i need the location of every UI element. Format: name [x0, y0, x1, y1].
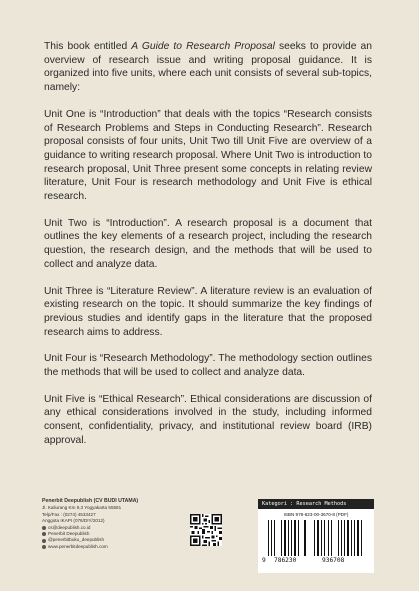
intro-paragraph	[44, 40, 372, 95]
publisher-phone: Telp/Fax : (0274) 4533427	[42, 511, 96, 517]
barcode-bar	[338, 520, 339, 556]
barcode-bar	[281, 520, 282, 556]
barcode-bar	[354, 520, 355, 556]
publisher-info	[42, 498, 192, 550]
barcode-bar	[331, 520, 332, 556]
barcode-right-digits: 936708	[322, 557, 345, 564]
barcode-bar	[314, 520, 315, 556]
intro-text-after: seeks to provide an overview of research issue and writing proposal guidance. It is organized into five units, where each unit consists of several sub-topics, namely:	[44, 41, 372, 94]
barcode-lead-digit: 9	[262, 557, 266, 564]
unit-one-paragraph: Unit One is “Introduction” that deals with the topics “Research consists of Research Problems and Steps in Conducting Research”. Research proposal consists of four units, Unit Two till Unit Five are overview of a guidance to writing research proposal. Where Unit Two is introduction to research proposal, Unit Three present some concepts in relating review literature, Unit Four is research methodology and Unit Five is ethical research.	[44, 108, 372, 203]
barcode-bar	[274, 520, 275, 556]
qr-code-icon	[190, 514, 222, 546]
barcode-bar	[271, 520, 272, 556]
isbn-text: ISBN 978-623-00-3670-8 (PDF)	[283, 512, 349, 517]
barcode-icon	[268, 520, 364, 558]
publisher-facebook: Penerbit Deepublish	[48, 531, 90, 537]
unit-three-paragraph: Unit Three is “Literature Review”. A literature review is an evaluation of existing research on the topic. It should summarize the key findings of previous studies and identify gaps in the literature that the proposed research aims to address.	[44, 285, 372, 338]
barcode-bar	[347, 520, 349, 556]
publisher-name: Penerbit Deepublish (CV BUDI UTAMA)	[42, 498, 139, 504]
barcode-bar	[298, 520, 299, 556]
barcode-bar	[351, 520, 352, 556]
barcode-bar	[361, 520, 362, 556]
barcode-bar	[324, 520, 325, 556]
category-label: Kategori : Research Methods	[258, 499, 374, 509]
intro-text-before: This book entitled	[44, 41, 132, 52]
unit-two-paragraph: Unit Two is “Introduction”. A research proposal is a document that outlines the key elements of a research project, including the research question, the research design, and the methods that will be used to collect and analyze data.	[44, 217, 372, 270]
barcode-block	[258, 499, 374, 573]
back-cover-text	[44, 40, 372, 461]
publisher-address: Jl. Kaliurang Km 9,3 Yogyakarta 55581	[42, 505, 122, 511]
publisher-website: www.penerbitdeepublish.com	[48, 543, 108, 549]
publisher-instagram: @penerbitbuku_deepublish	[48, 537, 105, 543]
barcode-bar	[317, 520, 319, 556]
barcode-bar	[304, 520, 306, 556]
barcode-bar	[357, 520, 359, 556]
barcode-bar	[294, 520, 296, 556]
instagram-icon	[42, 539, 46, 543]
barcode-bar	[328, 520, 329, 556]
facebook-icon	[42, 532, 46, 536]
barcode-bar	[284, 520, 286, 556]
unit-four-paragraph: Unit Four is “Research Methodology”. The methodology section outlines the methods that will be used to collect and analyze data.	[44, 353, 372, 379]
publisher-website-row	[42, 544, 192, 550]
barcode-bar	[291, 520, 292, 556]
barcode-bar	[321, 520, 322, 556]
book-title: A Guide to Research Proposal	[131, 41, 275, 52]
barcode-bar	[341, 520, 342, 556]
barcode-left-digits: 786230	[274, 557, 297, 564]
barcode-bar	[288, 520, 289, 556]
publisher-membership: Anggota IKAPI (076/DIY/2012)	[42, 518, 105, 524]
barcode-bar	[268, 520, 269, 556]
footer	[0, 496, 419, 576]
globe-icon	[42, 545, 46, 549]
email-icon	[42, 526, 46, 530]
publisher-email: cs@deepublish.co.id	[48, 524, 91, 530]
barcode-bar	[344, 520, 345, 556]
unit-five-paragraph: Unit Five is “Ethical Research”. Ethical considerations are discussion of any ethical considerations involved in the study, including informed consent, confidentiality, privacy, and institutional review board (IRB) approval.	[44, 393, 372, 446]
